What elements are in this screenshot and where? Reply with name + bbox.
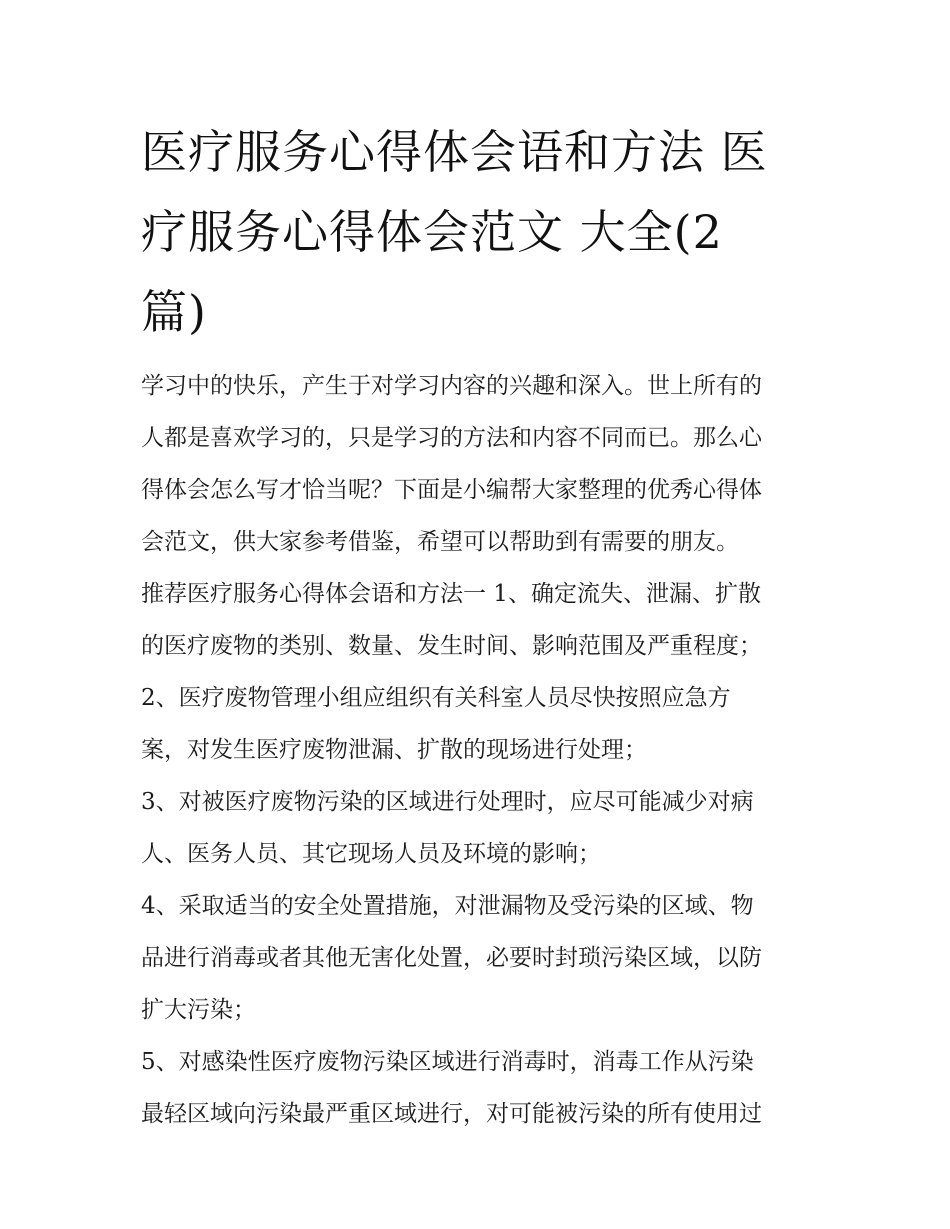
text-line: 会范文，供大家参考借鉴，希望可以帮助到有需要的朋友。 bbox=[141, 529, 739, 555]
text-line: 品进行消毒或者其他无害化处置，必要时封琐污染区域，以防 bbox=[141, 945, 762, 971]
step-4-paragraph bbox=[141, 880, 821, 1036]
text-line: 人、医务人员、其它现场人员及环境的影响； bbox=[141, 841, 601, 867]
step-1-paragraph bbox=[141, 568, 821, 672]
text-line: 得体会怎么写才恰当呢？下面是小编帮大家整理的优秀心得体 bbox=[141, 477, 762, 503]
text-line: 的医疗废物的类别、数量、发生时间、影响范围及严重程度； bbox=[141, 633, 762, 659]
text-line: 学习中的快乐，产生于对学习内容的兴趣和深入。世上所有的 bbox=[141, 373, 762, 399]
step-5-paragraph bbox=[141, 1036, 821, 1140]
step-3-paragraph bbox=[141, 776, 821, 880]
text-line: 4、采取适当的安全处置措施，对泄漏物及受污染的区域、物 bbox=[141, 893, 754, 919]
text-line: 最轻区域向污染最严重区域进行，对可能被污染的所有使用过 bbox=[141, 1101, 762, 1127]
text-line: 3、对被医疗废物污染的区域进行处理时，应尽可能减少对病 bbox=[141, 789, 754, 815]
text-line: 扩大污染； bbox=[141, 997, 256, 1023]
intro-paragraph bbox=[141, 360, 821, 568]
step-2-paragraph bbox=[141, 672, 821, 776]
document-content bbox=[141, 112, 821, 1140]
text-line: 2、医疗废物管理小组应组织有关科室人员尽快按照应急方 bbox=[141, 685, 731, 711]
title-line: 篇) bbox=[141, 285, 207, 339]
text-line: 推荐医疗服务心得体会语和方法一 1、确定流失、泄漏、扩散 bbox=[141, 581, 761, 607]
title-line: 疗服务心得体会范文 大全(2 bbox=[141, 205, 723, 259]
text-line: 5、对感染性医疗废物污染区域进行消毒时，消毒工作从污染 bbox=[141, 1049, 754, 1075]
document-title bbox=[141, 112, 821, 352]
text-line: 案，对发生医疗废物泄漏、扩散的现场进行处理； bbox=[141, 737, 647, 763]
title-line: 医疗服务心得体会语和方法 医 bbox=[141, 125, 768, 179]
document-body bbox=[141, 360, 821, 1140]
text-line: 人都是喜欢学习的，只是学习的方法和内容不同而已。那么心 bbox=[141, 425, 762, 451]
